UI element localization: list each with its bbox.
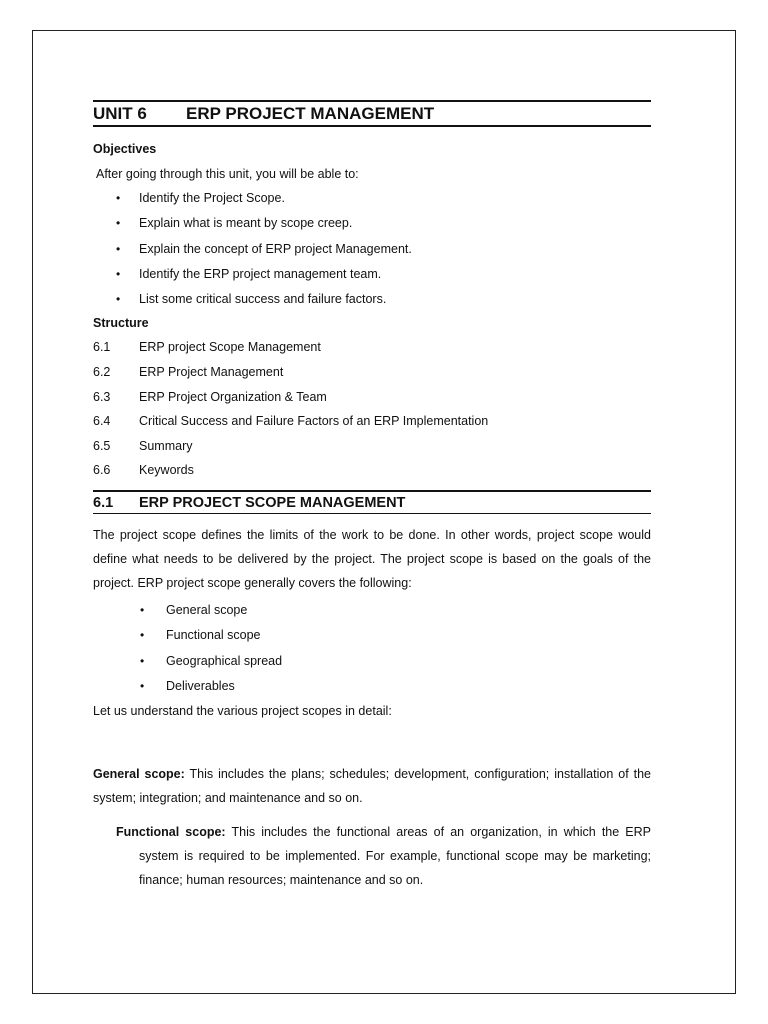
toc-number: 6.4 [93,414,111,429]
general-scope-paragraph [93,762,651,810]
toc-number: 6.6 [93,463,111,478]
scope-paragraph: The project scope defines the limits of the work to be done. In other words, project scope would define what needs to be delivered by the project. The project scope is based on the goals of the project. ERP project scope generally covers the following: [93,528,651,591]
structure-list [93,335,651,483]
general-scope-text: This includes the plans; schedules; development, configuration; installation of the system; integration; and maintenance and so on. [93,767,651,806]
functional-scope-label: Functional scope: [116,825,226,840]
bullet-icon: • [116,241,121,256]
list-item: • Explain the concept of ERP project Management. [93,237,651,262]
list-item: • Identify the ERP project management team. [93,262,651,287]
bullet-icon: • [140,603,145,618]
bullet-icon: • [116,266,121,281]
bullet-icon: • [140,628,145,643]
toc-row [93,385,651,410]
bullet-icon: • [116,191,121,205]
toc-number: 6.3 [93,389,111,404]
document-body [93,100,651,892]
toc-title: ERP Project Organization & Team [139,389,327,404]
structure-heading: Structure [93,316,149,331]
toc-number: 6.5 [93,438,111,453]
objectives-heading: Objectives [93,142,157,156]
bullet-icon: • [140,653,145,668]
section-header [93,490,651,514]
toc-title: Critical Success and Failure Factors of an ERP Implementation [139,414,489,429]
toc-title: Keywords [139,463,194,478]
section-number: 6.1 [93,495,114,512]
section-title: ERP PROJECT SCOPE MANAGEMENT [139,495,406,512]
list-item: • General scope [93,598,651,623]
list-item: • Deliverables [93,674,651,699]
toc-title: Summary [139,438,193,453]
toc-row [93,335,651,360]
toc-row [93,409,651,434]
unit-number: UNIT 6 [93,104,147,123]
list-item: • Explain what is meant by scope creep. [93,211,651,236]
objectives-intro: After going through this unit, you will be able to: [96,166,359,181]
toc-title: ERP project Scope Management [139,340,321,355]
bullet-icon: • [116,292,121,307]
general-scope-label: General scope: [93,767,185,782]
list-item: • Functional scope [93,623,651,648]
functional-scope-paragraph [116,820,651,892]
list-item: • Geographical spread [93,649,651,674]
toc-row [93,458,651,483]
objectives-list [93,186,651,312]
understand-line: Let us understand the various project scopes in detail: [93,704,392,719]
toc-title: ERP Project Management [139,365,284,380]
toc-number: 6.1 [93,340,111,355]
bullet-icon: • [140,678,145,693]
toc-row [93,434,651,459]
scope-list [93,598,651,699]
list-item: • Identify the Project Scope. [93,186,651,211]
unit-header [93,100,651,127]
functional-scope-text: This includes the functional areas of an organization, in which the ERP system is required to be implemented. For example, functional scope may be marketing; finance; human resources; maintenance and so on. [139,825,652,888]
bullet-icon: • [116,216,121,231]
list-item: • List some critical success and failure factors. [93,287,651,312]
unit-title: ERP PROJECT MANAGEMENT [186,104,435,123]
toc-number: 6.2 [93,365,111,380]
toc-row [93,360,651,385]
